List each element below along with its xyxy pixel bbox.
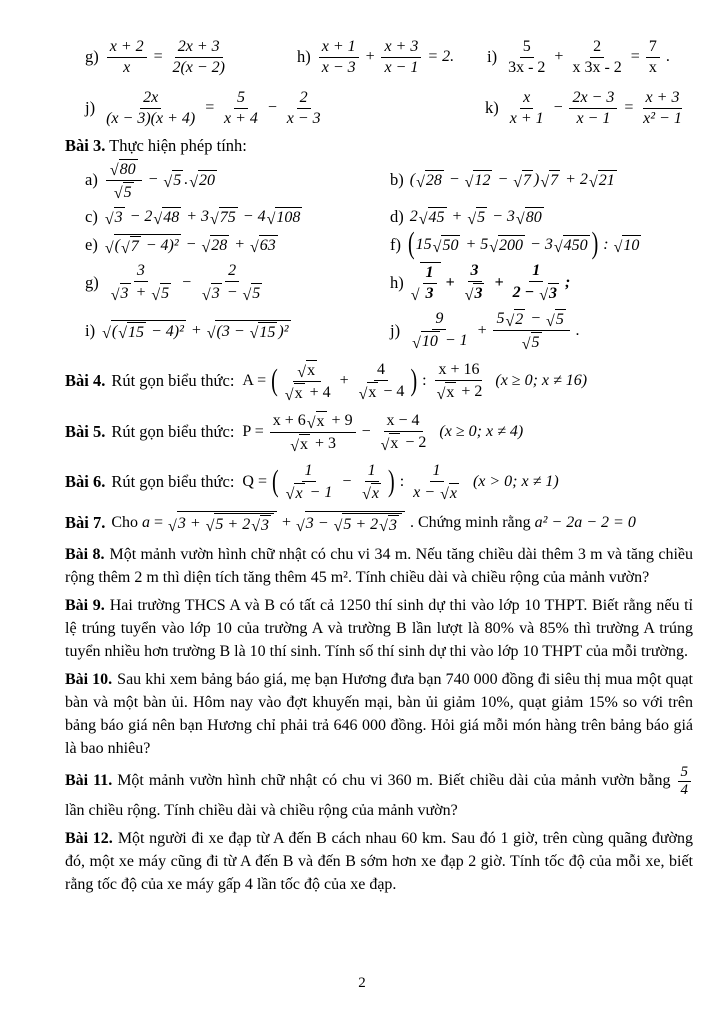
exercise-4-number: Bài 4. (65, 371, 106, 391)
item-label-e: e) (85, 234, 98, 254)
exercise-7-math: Cho a = √ 3 + √ 5 + 2 √ 3 + √ 3 − √ 5 + 2 √ 3 . Chứng minh rằng a² − 2a − 2 = 0 (111, 511, 635, 535)
exercise-7 (65, 511, 693, 535)
exercise-6-intro: Rút gọn biểu thức: (111, 472, 235, 492)
item-label-b: b) (390, 170, 404, 190)
equation-math-g: $\frac{x + 2}{x}$ = $\frac{2x + 3}{2(x - 2)}$ (105, 38, 230, 77)
item-label-c: c) (85, 207, 98, 227)
item-math-b: ( √ 28 − √ 12 − √ 7 ) √ 7 + 2 √ 21 (409, 171, 615, 191)
exercise-3-item-h (370, 262, 693, 303)
item-math-d: 2 √ 45 + √ 5 − 3 √ 80 (409, 208, 542, 229)
item-label-d: d) (390, 207, 404, 227)
item-math-j: 9 √ 10 − 1 + 5 √ 2 − √ 5 √ 5 . (412, 310, 580, 353)
exercise-4-intro: Rút gọn biểu thức: (111, 371, 235, 391)
exercise-6-number: Bài 6. (65, 472, 106, 492)
exercise-12-text: Một người đi xe đạp từ A đến B cách nhau 60 km. Sau đó 1 giờ, trên cùng quãng đường đó, một xe máy cũng đi từ A đến B và đến B sớm hơn xe đạp 2 giờ. Tính tốc độ của mỗi xe, biết rằng tốc độ của xe máy gấp 4 lần tốc độ của xe đạp. (65, 830, 694, 893)
exercise-6-math: Q = ( 1 √ x − 1 − 1 √ x ) : 1 x − √ x (x > 0; x ≠ 1) (242, 461, 559, 504)
item-label-a: a) (85, 170, 98, 190)
exercise-3-item-f (370, 227, 693, 262)
equation-math-i: $\frac{5}{3x - 2}$ + $\frac{2}{x 3x - 2}$ = $\frac{7}{x}$ . (508, 38, 670, 76)
exercise-11-text: Một mảnh vườn hình chữ nhật có chu vi 360 m. Biết chiều dài của mảnh vườn bằng $\frac{5}{4}$ lần chiều rộng. Tính chiều dài và chiều rộng của mảnh vườn? (65, 772, 693, 819)
exercise-5-math: P = x + 6 √ x + 9 √ x + 3 − x − 4 √ x − 2 (x ≥ 0; x ≠ 4) (242, 411, 524, 455)
exercise-3-grid (65, 159, 693, 352)
item-math-f: ( 15 √ 50 + 5 √ 200 − 3 √ 450 ) : √ 10 (408, 227, 640, 262)
exercise-3-item-c (65, 207, 370, 227)
exercise-10 (65, 668, 693, 760)
item-label-h: h) (390, 272, 404, 292)
equation-item-k (465, 89, 693, 128)
equation-item-h (277, 38, 467, 77)
exercise-10-text: Sau khi xem bảng báo giá, mẹ bạn Hương đưa bạn 740 000 đồng đi siêu thị mua một quạt bàn và một bàn ủi. Hôm nay vào đợt khuyến mại, bàn ủi giảm 10%, quạt giảm 15% so với trên bảng báo giá nên bạn Hương chỉ phải trả 646 000 đồng. Hỏi giá mỗi món hàng trên bảng báo giá là bao nhiêu? (65, 670, 694, 757)
exercise-9-number: Bài 9. (65, 596, 105, 614)
exercise-8-text: Một mảnh vườn hình chữ nhật có chu vi 34 m. Nếu tăng chiều dài thêm 3 m và tăng chiều rộng thêm 2 m thì diện tích tăng thêm 45 m². Tính chiều dài và chiều rộng của mảnh vườn? (65, 545, 694, 586)
page-number: 2 (358, 975, 366, 991)
exercise-3-title: Thực hiện phép tính: (105, 135, 247, 155)
exercise-3-item-e (65, 234, 370, 256)
equation-label-i: i) (487, 47, 498, 67)
item-label-j: j) (390, 320, 401, 340)
item-label-g: g) (85, 272, 99, 292)
exercise-6 (65, 462, 693, 503)
exercise-10-number: Bài 10. (65, 670, 113, 688)
equation-item-j (65, 89, 465, 128)
equation-label-g: g) (85, 47, 99, 67)
item-math-e: √ ( √ 7 − 4)² − √ 28 + √ 63 (104, 235, 276, 257)
exercise-3-item-j (370, 309, 693, 352)
exercise-5-intro: Rút gọn biểu thức: (111, 422, 235, 442)
exercise-3-item-d (370, 207, 693, 227)
item-math-i: √ ( √ 15 − 4)² + √ (3 − √ 15 )² (102, 321, 289, 343)
exercise-11-number: Bài 11. (65, 772, 113, 790)
exercise-5 (65, 411, 693, 454)
exercise-3-heading (65, 136, 693, 156)
exercise-12 (65, 827, 693, 896)
item-label-i: i) (85, 320, 96, 340)
equation-item-i (467, 38, 693, 77)
item-math-a: √ 80 √ 5 − √ 5 . √ 20 (104, 159, 218, 202)
equation-math-k: $\frac{x}{x + 1}$ − $\frac{2x - 3}{x - 1}$ = $\frac{x + 3}{\text{x² − 1}}$ (509, 88, 682, 127)
equation-label-k: k) (485, 98, 499, 118)
equation-row-2 (65, 89, 693, 128)
exercise-3-item-a (65, 159, 370, 202)
exercise-3-item-b (370, 170, 693, 190)
exercise-9-text: Hai trường THCS A và B có tất cả 1250 thí sinh dự thi vào lớp 10 THPT. Biết rằng nếu tỉ lệ trúng tuyển vào lớp 10 của trường A và trường B lần lượt là 80% và 85% thì trường A trúng tuyển nhiều hơn trường B là 10 thí sinh. Tính số thí sinh dự thi vào lớp 10 THPT của mỗi trường. (65, 596, 694, 660)
item-math-g: 3 √ 3 + √ 5 − 2 √ 3 − √ 5 (110, 262, 261, 305)
exercise-11 (65, 765, 693, 823)
equation-item-g (65, 38, 277, 77)
item-math-h: √ $\frac{1}{3}$ + 3 √ 3 + 1 2 − √ 3 ; (410, 262, 571, 305)
exercise-9 (65, 594, 693, 663)
exercise-8 (65, 543, 693, 589)
equation-math-h: $\frac{x + 1}{x - 3}$ + $\frac{x + 3}{x - 1}$ = 2. (317, 38, 454, 77)
exercise-8-number: Bài 8. (65, 545, 105, 563)
exercise-3-item-g (65, 262, 370, 303)
item-math-c: √ 3 − 2 √ 48 + 3 √ 75 − 4 √ 108 (104, 208, 301, 229)
equation-label-j: j) (85, 98, 96, 118)
item-label-f: f) (390, 234, 401, 254)
equation-row-1 (65, 38, 693, 77)
equation-math-j: $\frac{2x}{(x - 3)(x + 4)}$ = $\frac{5}{x + 4}$ − $\frac{2}{x - 3}$ (106, 88, 321, 127)
exercise-4-math: A = ( √ x √ x + 4 + 4 √ x − 4 ) : x + 16 √ x + 2 (x ≥ 0; x ≠ 16) (242, 361, 588, 404)
exercise-5-number: Bài 5. (65, 422, 106, 442)
exercise-3-item-i (65, 320, 370, 342)
exercise-3-number: Bài 3. (65, 135, 106, 155)
exercise-4 (65, 360, 693, 403)
equation-label-h: h) (297, 47, 311, 67)
exercise-7-number: Bài 7. (65, 512, 106, 532)
exercise-12-number: Bài 12. (65, 830, 113, 847)
